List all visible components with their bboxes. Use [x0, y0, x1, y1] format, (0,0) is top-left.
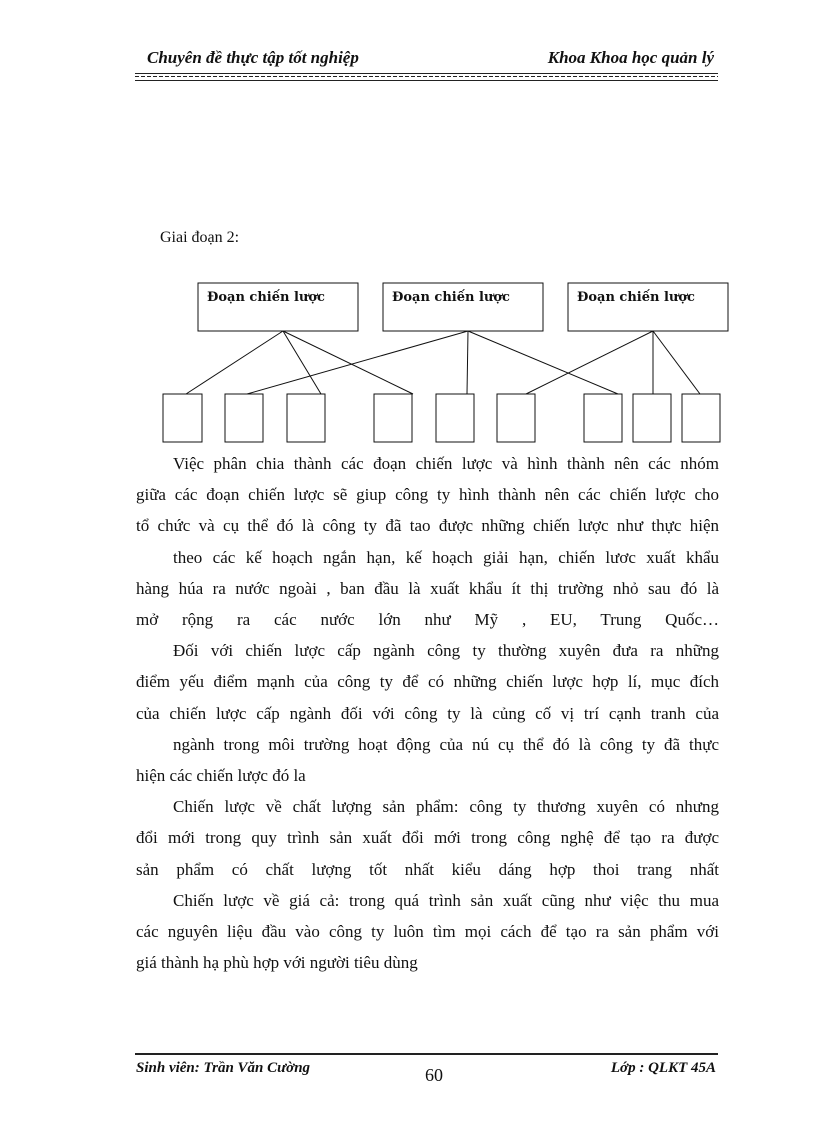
- connector-line: [468, 331, 618, 394]
- footer-divider: [135, 1053, 718, 1055]
- text-line: đổi mới trong quy trình sản xuất đổi mới trong công nghệ để tạo ra được: [136, 828, 719, 848]
- body-text: [136, 448, 719, 978]
- connector-line: [467, 331, 468, 394]
- text-line: giữa các đoạn chiến lược sẽ giup công ty hình thành nên các chiến lược cho: [136, 485, 719, 505]
- header-left: Chuyên đề thực tập tốt nghiệp: [147, 48, 359, 67]
- strategy-box-3-label: Đoạn chiến lược: [577, 290, 695, 305]
- group-box-7: [584, 394, 622, 442]
- group-box-9: [682, 394, 720, 442]
- text-line: Việc phân chia thành các đoạn chiến lược và hình thành nên các nhóm: [173, 454, 719, 473]
- connector-line: [247, 331, 468, 394]
- footer-student: Sinh viên: Trần Văn Cường: [136, 1060, 311, 1076]
- strategy-box-1-label: Đoạn chiến lược: [207, 290, 325, 305]
- connector-line: [526, 331, 653, 394]
- text-line: hàng húa ra nước ngoài , ban đầu là xuất khẩu ít thị trường nhỏ sau đó là: [136, 578, 719, 598]
- text-line: Đối với chiến lược cấp ngành công ty thường xuyên đưa ra những: [173, 641, 719, 661]
- group-box-3: [287, 394, 325, 442]
- text-line: của chiến lược cấp ngành đối với công ty là củng cố vị trí cạnh tranh của: [136, 703, 719, 723]
- group-box-4: [374, 394, 412, 442]
- strategy-box-2-label: Đoạn chiến lược: [392, 290, 510, 305]
- text-line: mở rộng ra các nước lớn như Mỹ , EU, Trung Quốc…: [136, 610, 719, 630]
- group-box-6: [497, 394, 535, 442]
- connector-line: [186, 331, 283, 394]
- text-line: Chiến lược về chất lượng sản phẩm: công ty thương xuyên có nhưng: [173, 797, 719, 817]
- strategy-diagram: [0, 0, 816, 450]
- text-line: tổ chức và cụ thể đó là công ty đã tao được những chiến lược như thực hiện: [136, 516, 719, 536]
- text-line: theo các kế hoạch ngắn hạn, kế hoạch giải hạn, chiến lươc xuất khẩu: [173, 547, 719, 567]
- group-box-1: [163, 394, 202, 442]
- connector-line: [653, 331, 700, 394]
- group-box-8: [633, 394, 671, 442]
- stage-label: Giai đoạn 2:: [160, 229, 240, 246]
- text-line: giá thành hạ phù hợp với người tiêu dùng: [136, 953, 418, 973]
- text-line: ngành trong môi trường hoạt động của nú cụ thể đó là công ty đã thực: [173, 734, 719, 754]
- group-box-2: [225, 394, 263, 442]
- text-line: Chiến lược về giá cả: trong quá trình sản xuất cũng như việc thu mua: [173, 890, 719, 910]
- text-line: sản phẩm có chất lượng tốt nhất kiểu dáng hợp thoi trang nhất: [136, 859, 719, 879]
- text-line: các nguyên liệu đầu vào công ty luôn tìm mọi cách để tạo ra sản phẩm với: [136, 922, 719, 942]
- group-box-5: [436, 394, 474, 442]
- header-right: Khoa Khoa học quản lý: [547, 48, 714, 67]
- page-number: 60: [425, 1065, 443, 1085]
- text-line: hiện các chiến lược đó la: [136, 766, 306, 786]
- text-line: điểm yếu điểm mạnh của công ty để có những chiến lược hợp lí, mục đích: [136, 672, 719, 692]
- footer-class: Lớp : QLKT 45A: [610, 1060, 716, 1076]
